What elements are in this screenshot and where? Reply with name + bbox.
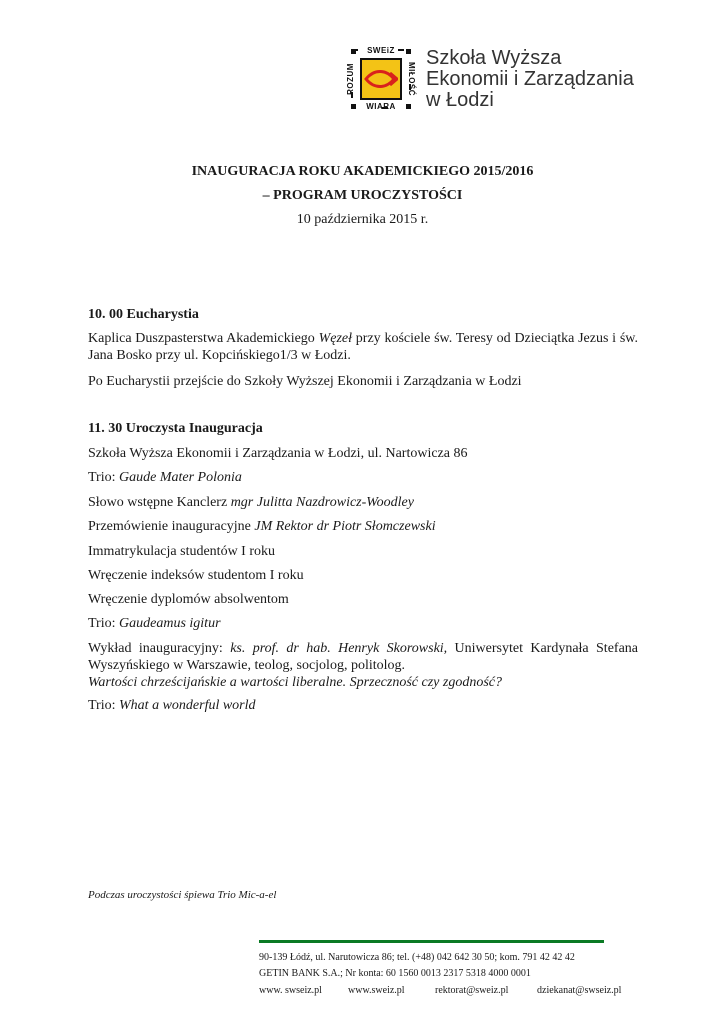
contact-website[interactable]: www.sweiz.pl — [348, 985, 405, 996]
emblem-word-top: SWEiZ — [367, 46, 395, 55]
title-line-1: INAUGURACJA ROKU AKADEMICKIEGO 2015/2016 — [191, 164, 534, 179]
program-item — [88, 469, 638, 486]
footnote: Podczas uroczystości śpiewa Trio Mic-a-el — [88, 889, 277, 901]
emblem-word-left: ROZUM — [346, 63, 355, 95]
eucharist-venue — [88, 330, 638, 364]
program-item — [88, 567, 638, 584]
program-item-detail: Gaudeamus igitur — [119, 616, 221, 631]
program-item-closing — [88, 697, 638, 714]
transfer-note: Po Eucharystii przejście do Szkoły Wyższej Ekonomii i Zarządzania w Łodzi — [88, 374, 522, 389]
section-heading-inauguracja: 11. 30 Uroczysta Inauguracja — [88, 421, 263, 436]
program-item-label: Wręczenie indeksów studentom I roku — [88, 568, 304, 583]
footer-contacts — [259, 985, 629, 999]
contact-email-deanery[interactable]: dziekanat@swseiz.pl — [537, 985, 622, 996]
program-item-label: Trio: — [88, 616, 120, 631]
program-item — [88, 494, 638, 511]
program-item — [88, 543, 638, 560]
program-item — [88, 591, 638, 608]
program-item-detail: Gaude Mater Polonia — [119, 470, 242, 485]
contact-email-rectorate[interactable]: rektorat@sweiz.pl — [435, 985, 509, 996]
title-line-2: – PROGRAM UROCZYSTOŚCI — [262, 188, 463, 203]
school-name-line: Szkoła Wyższa — [426, 47, 562, 69]
lecture-label: Wykład inauguracyjny: — [88, 641, 231, 656]
section-heading-eucharystia: 10. 00 Eucharystia — [88, 307, 199, 322]
footer-bank: GETIN BANK S.A.; Nr konta: 60 1560 0013 2317 5318 4000 0001 — [259, 968, 531, 979]
program-item-label: Trio: — [88, 698, 120, 713]
footer-rule — [259, 940, 604, 943]
emblem-word-bottom: WIARA — [366, 102, 396, 111]
school-logo — [346, 44, 646, 114]
inaugural-lecture — [88, 640, 638, 691]
emblem-word-right: MIŁOŚĆ — [407, 61, 416, 97]
footer-address: 90-139 Łódź, ul. Narutowicza 86; tel. (+48) 042 642 30 50; kom. 791 42 42 42 — [259, 952, 575, 963]
program-item-label: Immatrykulacja studentów I roku — [88, 544, 276, 559]
program-item-label: Przemówienie inauguracyjne — [88, 519, 255, 534]
program-item-label: Wręczenie dyplomów absolwentom — [88, 592, 289, 607]
program-item — [88, 518, 638, 535]
lecturer-affiliation: Uniwersytet Kardynała Stefana Wyszyńskiego w Warszawie, teolog, socjolog, politolog. — [88, 641, 638, 673]
school-name — [426, 48, 634, 111]
ichthys-fish-icon — [364, 68, 398, 90]
program-item — [88, 615, 638, 632]
document-title — [0, 160, 725, 232]
program-item-detail: mgr Julitta Nazdrowicz-Woodley — [230, 495, 414, 510]
program-item-detail: JM Rektor dr Piotr Słomczewski — [254, 519, 436, 534]
school-name-line: Ekonomii i Zarządzania — [426, 68, 634, 90]
venue-text-rest: przy kościele św. Teresy od Dzieciątka Jezus i św. Jana Bosko przy ul. Kopcińskiego1/3 w Łodzi. — [88, 331, 638, 363]
program-item-label: Trio: — [88, 470, 120, 485]
venue-italic-name: Węzeł — [318, 331, 353, 346]
venue-text: Kaplica Duszpasterstwa Akademickiego — [88, 331, 319, 346]
program-item-label: Słowo wstępne Kanclerz — [88, 495, 231, 510]
contact-website[interactable]: www. swseiz.pl — [259, 985, 322, 996]
school-name-line: w Łodzi — [426, 89, 494, 111]
lecturer-name: ks. prof. dr hab. Henryk Skorowski, — [230, 641, 448, 656]
program-item-detail: What a wonderful world — [119, 698, 256, 713]
inauguration-address: Szkoła Wyższa Ekonomii i Zarządzania w Łodzi, ul. Nartowicza 86 — [88, 446, 468, 461]
lecture-topic: Wartości chrześcijańskie a wartości liberalne. Sprzeczność czy zgodność? — [88, 675, 502, 690]
logo-emblem — [346, 44, 416, 114]
event-date: 10 października 2015 r. — [296, 212, 429, 227]
